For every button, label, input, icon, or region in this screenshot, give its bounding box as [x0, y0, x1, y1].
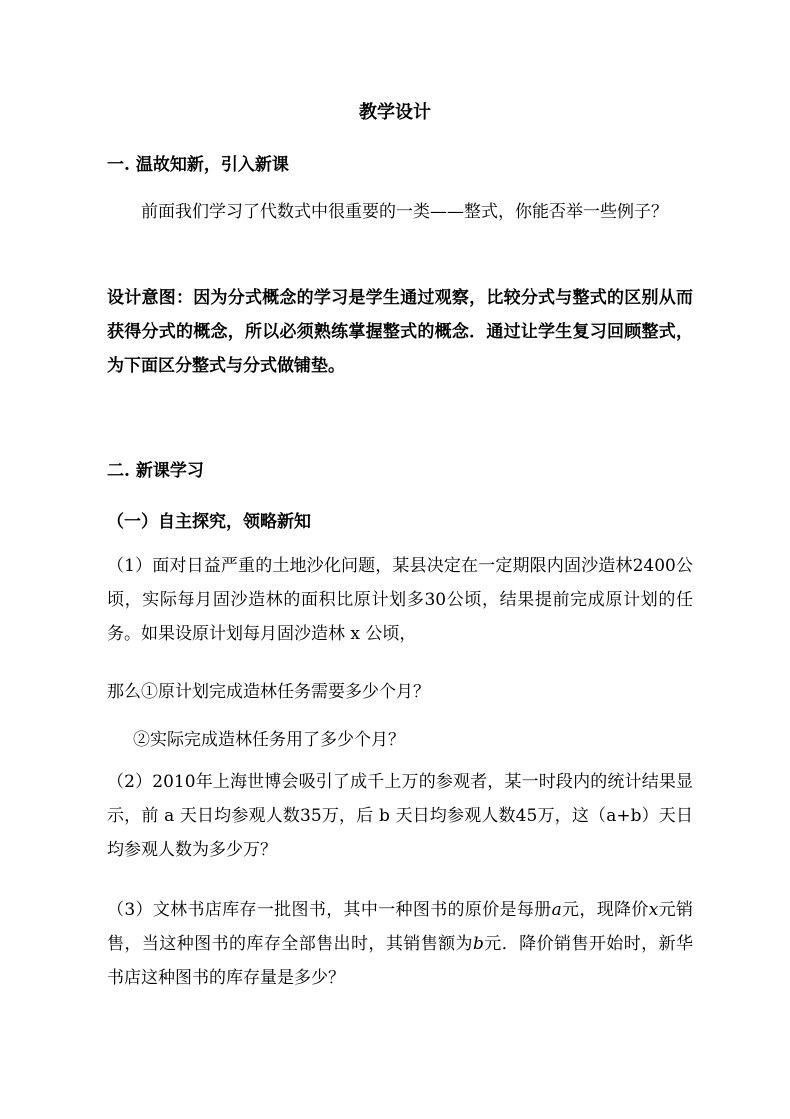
problem3-part3: 元销售，当这种图书的库存全部售出时，其销售额为 [107, 900, 694, 954]
document-title: 教学设计 [359, 102, 431, 123]
problem1-question2: ②实际完成造林任务用了多少个月？ [133, 730, 405, 750]
problem3-part1: （3）文林书店库存一批图书，其中一种图书的原价是每册 [107, 900, 552, 920]
section2-subheading: （一）自主探究，领略新知 [107, 512, 311, 532]
section2-heading: 二. 新课学习 [107, 461, 204, 481]
problem3-part4: 元．降价销售开始时，新华书店这种图书的库存量是多少？ [107, 934, 694, 988]
problem3-part2: 元，现降价 [561, 900, 649, 920]
section1-intro: 前面我们学习了代数式中很重要的一类——整式，你能否举一些例子？ [141, 202, 668, 222]
variable-x: x [648, 900, 659, 920]
variable-b: b [472, 934, 484, 954]
section1-heading: 一. 温故知新，引入新课 [107, 155, 289, 175]
problem1-text: （1）面对日益严重的土地沙化问题，某县决定在一定期限内固沙造林2400公顷，实际每月固沙造林的面积比原计划多30公顷，结果提前完成原计划的任务。如果设原计划每月固沙造林 x 公顷， [107, 556, 693, 644]
design-intent: 设计意图：因为分式概念的学习是学生通过观察，比较分式与整式的区别从而获得分式的概念，所以必须熟练掌握整式的概念．通过让学生复习回顾整式，为下面区分整式与分式做铺垫。 [107, 288, 693, 376]
variable-a: a [551, 900, 562, 920]
problem2-text: （2）2010年上海世博会吸引了成千上万的参观者，某一时段内的统计结果显示，前 a 天日均参观人数35万，后 b 天日均参观人数45万，这（a+b）天日均参观人数为多少万？ [107, 772, 693, 860]
problem3-text [107, 893, 693, 995]
problem1-question1: 那么①原计划完成造林任务需要多少个月？ [107, 682, 430, 702]
